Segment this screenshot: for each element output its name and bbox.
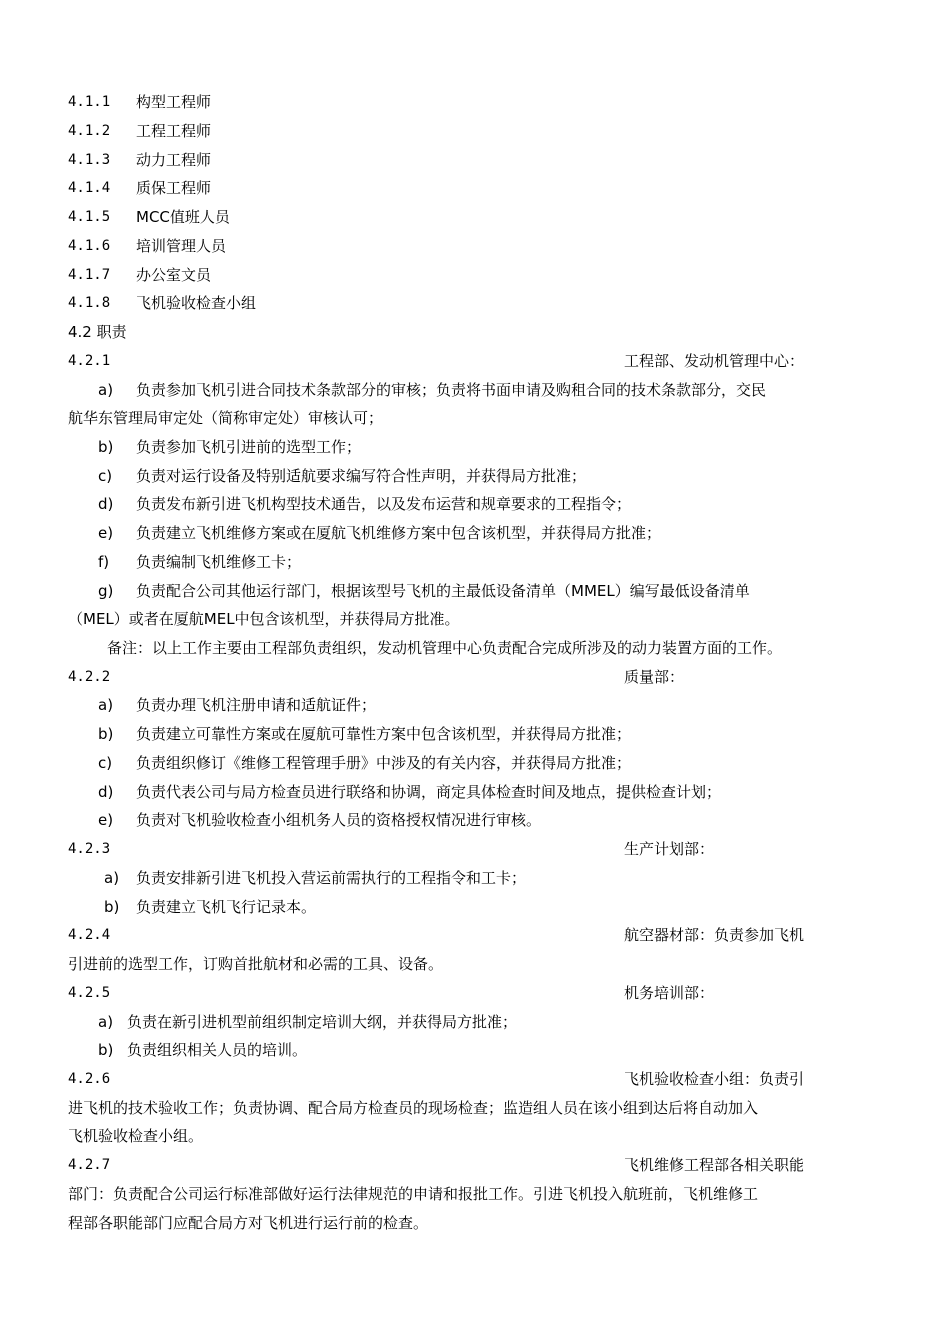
item-letter: c): [98, 754, 113, 772]
item-letter: g): [98, 582, 114, 600]
toc-number: 4.1.6: [68, 238, 111, 254]
paragraph-continued: 引进前的选型工作，订购首批航材和必需的工具、设备。: [68, 955, 444, 973]
department-name: 飞机验收检查小组：负责引: [624, 1070, 805, 1088]
section-number: 4.2.2: [68, 669, 111, 685]
item-letter: d): [98, 495, 114, 513]
department-name: 生产计划部：: [624, 840, 715, 858]
item-text: 负责安排新引进飞机投入营运前需执行的工程指令和工卡；: [136, 869, 527, 887]
department-name: 航空器材部：负责参加飞机: [624, 926, 805, 944]
department-name: 工程部、发动机管理中心：: [624, 352, 805, 370]
item-text: 负责对飞机验收检查小组机务人员的资格授权情况进行审核。: [136, 811, 542, 829]
toc-title: 质保工程师: [136, 179, 212, 197]
item-text: 负责编制飞机维修工卡；: [136, 553, 302, 571]
section-number: 4.2.7: [68, 1157, 111, 1173]
item-letter: b): [98, 438, 114, 456]
toc-number: 4.1.1: [68, 94, 111, 110]
item-letter: a): [104, 869, 120, 887]
item-text: 负责配合公司其他运行部门，根据该型号飞机的主最低设备清单（MMEL）编写最低设备清单: [136, 582, 750, 600]
item-letter: b): [98, 725, 114, 743]
item-text: 负责参加飞机引进合同技术条款部分的审核；负责将书面申请及购租合同的技术条款部分，交民: [136, 381, 767, 399]
toc-number: 4.1.2: [68, 123, 111, 139]
section-number: 4.2.6: [68, 1071, 111, 1087]
item-text: 负责建立飞机飞行记录本。: [136, 898, 317, 916]
toc-title: 动力工程师: [136, 151, 212, 169]
item-text: 负责建立飞机维修方案或在厦航飞机维修方案中包含该机型，并获得局方批准；: [136, 524, 662, 542]
toc-title: 工程工程师: [136, 122, 212, 140]
toc-title: 构型工程师: [136, 93, 212, 111]
section-number: 4.2.1: [68, 353, 111, 369]
section-number: 4.2.4: [68, 927, 111, 943]
toc-number: 4.1.7: [68, 267, 111, 283]
item-letter: a): [98, 696, 114, 714]
item-text: 负责组织相关人员的培训。: [127, 1041, 308, 1059]
item-letter: f): [98, 553, 110, 571]
paragraph-continued: 飞机验收检查小组。: [68, 1127, 204, 1145]
toc-number: 4.1.8: [68, 295, 111, 311]
item-text: 负责参加飞机引进前的选型工作；: [136, 438, 362, 456]
item-text: 负责代表公司与局方检查员进行联络和协调，商定具体检查时间及地点，提供检查计划；: [136, 783, 722, 801]
paragraph-continued: 部门：负责配合公司运行标准部做好运行法律规范的申请和报批工作。引进飞机投入航班前，飞机维修工: [68, 1185, 759, 1203]
item-letter: d): [98, 783, 114, 801]
toc-title: 培训管理人员: [136, 237, 227, 255]
item-text: 负责办理飞机注册申请和适航证件；: [136, 696, 377, 714]
toc-title: MCC值班人员: [136, 208, 230, 226]
section-number: 4.2.5: [68, 985, 111, 1001]
section-number: 4.2.3: [68, 841, 111, 857]
item-text: 负责发布新引进飞机构型技术通告，以及发布运营和规章要求的工程指令；: [136, 495, 632, 513]
item-letter: e): [98, 811, 114, 829]
item-letter: b): [98, 1041, 114, 1059]
department-name: 机务培训部：: [624, 984, 715, 1002]
toc-title: 办公室文员: [136, 266, 212, 284]
item-letter: b): [104, 898, 120, 916]
item-text: 负责组织修订《维修工程管理手册》中涉及的有关内容，并获得局方批准；: [136, 754, 632, 772]
item-text-continued: 航华东管理局审定处（简称审定处）审核认可；: [68, 409, 384, 427]
note-text: 备注：以上工作主要由工程部负责组织，发动机管理中心负责配合完成所涉及的动力装置方面的工作。: [107, 639, 783, 657]
section-heading: 4.2 职责: [68, 323, 127, 341]
toc-number: 4.1.4: [68, 180, 111, 196]
item-letter: a): [98, 1013, 114, 1031]
item-letter: a): [98, 381, 114, 399]
item-text-continued: （MEL）或者在厦航MEL中包含该机型，并获得局方批准。: [68, 610, 460, 628]
paragraph-continued: 进飞机的技术验收工作；负责协调、配合局方检查员的现场检查；监造组人员在该小组到达后将自动加入: [68, 1099, 759, 1117]
item-text: 负责在新引进机型前组织制定培训大纲，并获得局方批准；: [127, 1013, 518, 1031]
toc-title: 飞机验收检查小组: [136, 294, 257, 312]
toc-number: 4.1.3: [68, 152, 111, 168]
paragraph-continued: 程部各职能部门应配合局方对飞机进行运行前的检查。: [68, 1214, 429, 1232]
item-letter: e): [98, 524, 114, 542]
department-name: 质量部：: [624, 668, 685, 686]
toc-number: 4.1.5: [68, 209, 111, 225]
item-letter: c): [98, 467, 113, 485]
department-name: 飞机维修工程部各相关职能: [624, 1156, 805, 1174]
item-text: 负责建立可靠性方案或在厦航可靠性方案中包含该机型，并获得局方批准；: [136, 725, 632, 743]
item-text: 负责对运行设备及特别适航要求编写符合性声明，并获得局方批准；: [136, 467, 587, 485]
